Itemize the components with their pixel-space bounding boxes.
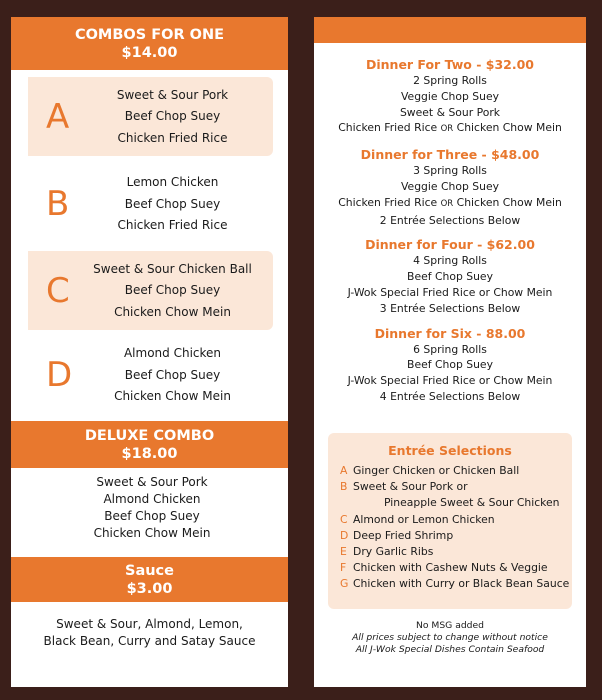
- entree-row: [328, 463, 572, 479]
- sauce-title: Sauce: [125, 563, 174, 579]
- or-word: OR: [440, 124, 454, 135]
- dinner-item: Veggie Chop Suey: [401, 179, 499, 193]
- entree-selections-box: [328, 433, 572, 609]
- combo-letter: A: [46, 96, 70, 137]
- dinner-item: 3 Entrée Selections Below: [379, 301, 521, 315]
- combo-item: Chicken Fried Rice: [117, 130, 228, 145]
- no-msg-note: No MSG added: [416, 620, 484, 631]
- entree-row: [328, 495, 572, 511]
- sauce-line: Black Bean, Curry and Satay Sauce: [43, 633, 256, 648]
- dinner-item: Beef Chop Suey: [407, 358, 493, 372]
- sauce-line: Sweet & Sour, Almond, Lemon,: [56, 617, 243, 631]
- dinner-for-three: [314, 146, 586, 228]
- combo-item: Beef Chop Suey: [124, 196, 221, 211]
- entree-row: [328, 528, 572, 544]
- combo-item: Chicken Chow Mein: [114, 388, 231, 403]
- combo-item: Almond Chicken: [123, 345, 222, 360]
- combo-item: Lemon Chicken: [126, 174, 219, 189]
- choice-b: Chicken Chow Mein: [453, 121, 562, 135]
- entree-text: Pineapple Sweet & Sour Chicken: [384, 496, 560, 510]
- entree-row: [328, 576, 572, 592]
- combo-items: [72, 172, 273, 237]
- dinner-title: Dinner For Two - $32.00: [365, 57, 534, 72]
- combo-item: Sweet & Sour Pork: [116, 87, 229, 102]
- dinner-item: 3 Spring Rolls: [413, 164, 487, 178]
- dinner-items: [314, 73, 586, 138]
- entree-row: [328, 544, 572, 560]
- choice-b: Chicken Chow Mein: [453, 195, 562, 209]
- dinner-title: Dinner for Six - 88.00: [374, 325, 526, 341]
- combo-c: [28, 251, 273, 330]
- dinner-item: 2 Entrée Selections Below: [379, 213, 521, 227]
- dinner-item: 4 Spring Rolls: [413, 254, 487, 268]
- combo-item: Chicken Chow Mein: [114, 304, 231, 319]
- dinner-for-four: [314, 236, 586, 316]
- entree-text: Ginger Chicken or Chicken Ball: [353, 464, 520, 477]
- deluxe-item: Chicken Chow Mein: [93, 526, 211, 540]
- entree-letter: B: [340, 480, 348, 494]
- deluxe-combo-header: [11, 421, 288, 468]
- entree-row: [328, 512, 572, 528]
- combo-items: [72, 84, 273, 149]
- dinner-for-six: [314, 325, 586, 405]
- combo-d: [28, 335, 273, 415]
- entree-text: Deep Fried Shrimp: [353, 528, 454, 542]
- dinner-item: [314, 195, 586, 213]
- combo-item: Beef Chop Suey: [124, 282, 221, 297]
- dinner-for-two: [314, 56, 586, 138]
- entree-letter: [340, 495, 353, 511]
- entree-row: [328, 479, 572, 495]
- combo-item: Beef Chop Suey: [124, 367, 221, 382]
- combo-b: [28, 160, 273, 248]
- dinner-title: Dinner for Four - $62.00: [365, 237, 535, 253]
- entree-letter: G: [340, 577, 349, 591]
- seafood-note: All J-Wok Special Dishes Contain Seafood: [355, 644, 545, 655]
- sauce-options: [11, 602, 288, 649]
- or-word: OR: [440, 198, 454, 209]
- combo-item: Beef Chop Suey: [124, 108, 221, 123]
- entree-letter: E: [340, 545, 347, 559]
- combos-price: $14.00: [121, 45, 178, 61]
- combo-items: [72, 343, 273, 408]
- price-change-note: All prices subject to change without notice: [352, 632, 548, 643]
- dinner-items: [314, 253, 586, 316]
- entree-text: Almond or Lemon Chicken: [353, 512, 495, 526]
- dinner-item: [314, 120, 586, 138]
- dinner-item: 6 Spring Rolls: [413, 342, 487, 356]
- dinner-item: Sweet & Sour Pork: [399, 105, 501, 119]
- combo-letter: D: [46, 355, 73, 395]
- deluxe-title: DELUXE COMBO: [84, 428, 215, 444]
- footer-notes: [314, 620, 586, 656]
- dinner-item: Veggie Chop Suey: [401, 89, 499, 103]
- entree-text: Sweet & Sour Pork or: [353, 480, 468, 494]
- right-menu-panel: [314, 17, 586, 687]
- entree-letter: D: [340, 528, 349, 542]
- combo-items: [72, 258, 273, 323]
- dinner-item: 4 Entrée Selections Below: [379, 389, 521, 403]
- top-accent-band: [314, 17, 586, 43]
- combos-for-one-header: [11, 17, 288, 70]
- sauce-price: $3.00: [126, 581, 173, 597]
- entree-letter: A: [340, 464, 348, 477]
- left-menu-panel: [11, 17, 288, 687]
- dinner-item: 2 Spring Rolls: [413, 74, 487, 87]
- deluxe-item: Sweet & Sour Pork: [96, 475, 208, 489]
- combo-item: Chicken Fried Rice: [117, 217, 228, 232]
- combo-letter: B: [46, 184, 70, 224]
- choice-a: Chicken Fried Rice: [338, 121, 441, 135]
- deluxe-item: Almond Chicken: [103, 492, 201, 506]
- entree-row: [328, 560, 572, 576]
- choice-a: Chicken Fried Rice: [338, 195, 441, 209]
- entree-text: Chicken with Curry or Black Bean Sauce: [353, 577, 570, 591]
- entree-text: Dry Garlic Ribs: [353, 545, 434, 559]
- dinner-items: [314, 163, 586, 228]
- deluxe-item: Beef Chop Suey: [104, 509, 200, 523]
- dinner-title: Dinner for Three - $48.00: [360, 147, 540, 163]
- sauce-header: [11, 557, 288, 602]
- combo-a: [28, 77, 273, 156]
- entree-text: Chicken with Cashew Nuts & Veggie: [353, 561, 548, 575]
- combo-item: Sweet & Sour Chicken Ball: [93, 261, 252, 276]
- dinner-item: J-Wok Special Fried Rice or Chow Mein: [347, 374, 553, 388]
- entree-letter: F: [340, 561, 347, 575]
- dinner-item: J-Wok Special Fried Rice or Chow Mein: [347, 285, 553, 299]
- combos-title: COMBOS FOR ONE: [74, 27, 225, 43]
- deluxe-items: [11, 468, 288, 557]
- deluxe-price: $18.00: [121, 446, 178, 462]
- dinner-items: [314, 342, 586, 405]
- entree-letter: C: [340, 512, 348, 526]
- entree-title: Entrée Selections: [388, 443, 512, 458]
- dinner-item: Beef Chop Suey: [407, 270, 493, 284]
- combo-letter: C: [46, 270, 70, 311]
